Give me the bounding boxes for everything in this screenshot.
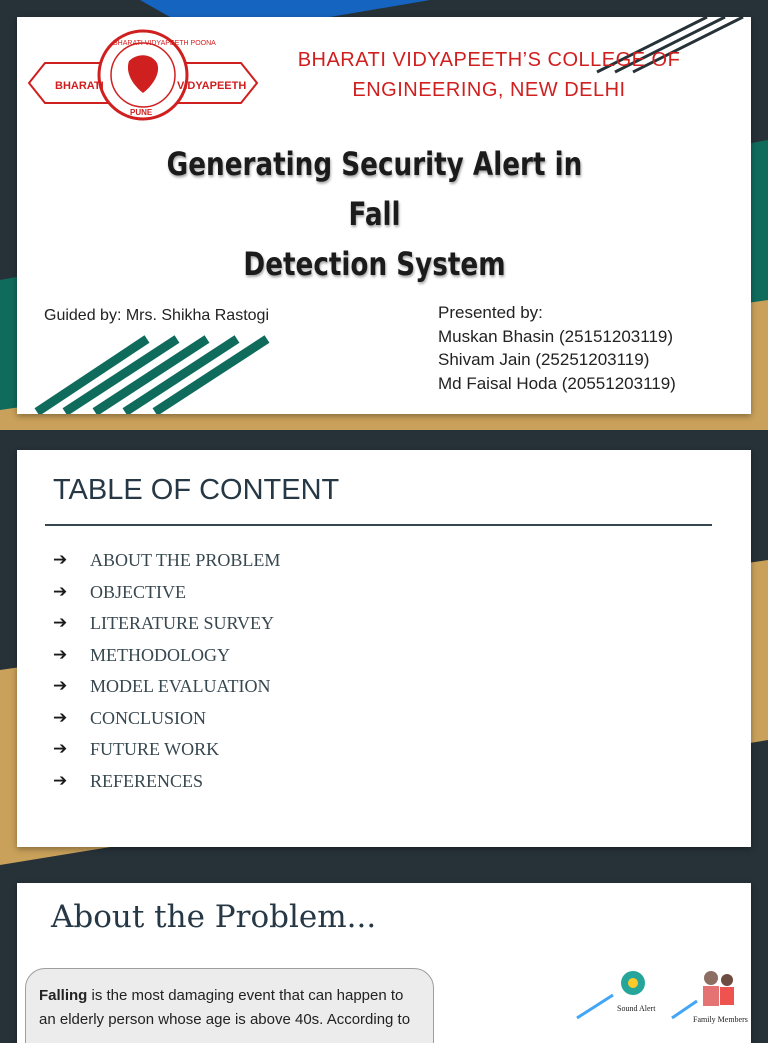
toc-item bbox=[53, 676, 280, 708]
toc-item-label: MODEL EVALUATION bbox=[90, 676, 271, 696]
college-line-1: BHARATI VIDYAPEETH’S COLLEGE OF bbox=[297, 49, 681, 71]
alert-flow-diagram bbox=[17, 883, 751, 1043]
toc-slide bbox=[17, 450, 751, 847]
logo-right-text: VIDYAPEETH bbox=[177, 80, 247, 92]
presenter-2: Shivam Jain (25251203119) bbox=[438, 350, 650, 369]
arrow-icon: ➔ bbox=[53, 613, 68, 633]
toc-item-label: OBJECTIVE bbox=[90, 581, 186, 602]
toc-item-label: ABOUT THE PROBLEM bbox=[90, 550, 281, 570]
toc-divider bbox=[45, 524, 712, 526]
arrow-icon: ➔ bbox=[53, 770, 68, 791]
arrow-icon: ➔ bbox=[53, 739, 68, 759]
toc-list bbox=[53, 550, 280, 802]
arrow-icon: ➔ bbox=[53, 676, 68, 696]
arrow-icon bbox=[577, 995, 613, 1018]
title-line-2: Detection System bbox=[243, 245, 506, 283]
logo-bottom-text: PUNE bbox=[130, 108, 153, 117]
toc-item bbox=[53, 550, 280, 582]
arrow-icon: ➔ bbox=[53, 707, 68, 728]
title-line-1: Generating Security Alert in Fall bbox=[166, 145, 583, 233]
college-line-2: ENGINEERING, NEW DELHI bbox=[352, 79, 626, 101]
arrow-icon: ➔ bbox=[53, 581, 68, 602]
family-label: Family Members bbox=[693, 1015, 748, 1024]
family-icon bbox=[704, 971, 718, 985]
presenters-block bbox=[438, 301, 676, 395]
college-name bbox=[285, 45, 693, 105]
toc-item-label: METHODOLOGY bbox=[90, 644, 230, 665]
toc-item bbox=[53, 739, 280, 771]
toc-item bbox=[53, 582, 280, 614]
arrow-icon: ➔ bbox=[53, 550, 68, 570]
presented-label: Presented by: bbox=[438, 303, 543, 322]
toc-item bbox=[53, 645, 280, 677]
sound-alert-label: Sound Alert bbox=[617, 1004, 656, 1013]
college-logo bbox=[27, 23, 259, 123]
toc-item-label: FUTURE WORK bbox=[90, 739, 220, 759]
logo-left-text: BHARATI bbox=[55, 80, 104, 92]
problem-slide bbox=[17, 883, 751, 1043]
problem-text-rest: is the most damaging event that can happen to an elderly person whose age is above 40s. According to bbox=[39, 987, 411, 1028]
toc-item bbox=[53, 708, 280, 740]
problem-title: About the Problem... bbox=[51, 899, 377, 935]
problem-text-bold: Falling bbox=[39, 987, 88, 1004]
toc-item bbox=[53, 613, 280, 645]
toc-title: TABLE OF CONTENT bbox=[53, 474, 340, 506]
presenter-1: Muskan Bhasin (25151203119) bbox=[438, 326, 674, 346]
title-slide bbox=[17, 17, 751, 414]
presenter-3: Md Faisal Hoda (20551203119) bbox=[438, 373, 676, 393]
logo-ring-text: BHARATI VIDYAPEETH POONA bbox=[113, 40, 216, 47]
toc-item-label: REFERENCES bbox=[90, 770, 204, 791]
arrow-icon: ➔ bbox=[53, 644, 68, 665]
toc-item-label: CONCLUSION bbox=[90, 707, 207, 728]
presentation-title bbox=[147, 139, 602, 289]
toc-item bbox=[53, 771, 280, 803]
toc-item-label: LITERATURE SURVEY bbox=[90, 613, 275, 633]
guided-by: Guided by: Mrs. Shikha Rastogi bbox=[44, 307, 269, 324]
